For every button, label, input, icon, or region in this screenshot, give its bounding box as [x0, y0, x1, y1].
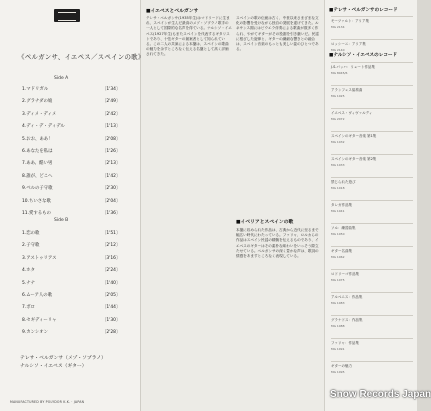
track-row [22, 173, 121, 179]
track-title: 4.ホタ [22, 268, 35, 274]
album-title: 《ペルガンサ、イエペス／スペインの歌》 [18, 53, 145, 61]
watermark-logo [328, 386, 431, 406]
record-title: グラナドス：作品集 [331, 318, 363, 322]
track-row [22, 329, 121, 336]
catalog-number: MG 1041 [331, 209, 345, 213]
track-row [22, 255, 121, 261]
record-title: ロドリーゴ作品集 [331, 272, 359, 276]
track-title: 1.マドリガル [22, 87, 49, 92]
track-title: 3.ディメ・ディメ [22, 111, 57, 117]
catalog-number: MG 1095 [331, 370, 345, 374]
track-duration: 〔2'13〕 [102, 161, 121, 167]
track-title: 2.グラナダの娘 [22, 99, 53, 105]
catalog-number: MG 1033 [331, 163, 345, 167]
catalog-number: MG 1091 [331, 347, 345, 351]
discography-item [331, 131, 413, 148]
track-title: 8.セギディーリャ [22, 317, 57, 323]
track-duration: 〔1'30〕 [102, 317, 121, 323]
track-duration: 〔2'49〕 [102, 99, 121, 105]
catalog-number: MG 1062 [331, 255, 345, 259]
watermark-text: Snow Records Japan [330, 389, 431, 400]
section-title-1: ■イエペスとベルガンサ [146, 9, 199, 14]
track-row [22, 111, 121, 117]
track-row [22, 280, 121, 286]
catalog-number: MG 2134 [331, 25, 345, 29]
manufacturer-line: MANUFACTURED BY POLYDOR K.K. · JAPAN [10, 400, 85, 404]
side-b-header: Side B [54, 218, 69, 223]
record-title: アランフェス協奏曲 [331, 88, 363, 92]
discography-item [331, 338, 413, 355]
track-row [22, 98, 121, 105]
discography-item [331, 154, 413, 171]
record-title: ソル：練習曲集 [331, 226, 356, 230]
track-row [22, 267, 121, 274]
record-title: モーツァルト：アリア集 [331, 19, 370, 23]
catalog-number: MG 1018 [331, 186, 345, 190]
track-row [22, 123, 121, 130]
track-row [22, 230, 121, 236]
catalog-number: MG 8045/6 [331, 71, 348, 75]
track-title: 4.ディ・デ・ディデル [22, 124, 65, 130]
track-title: 11.愛するもの [22, 211, 51, 216]
track-row [22, 160, 121, 167]
artist-yepes: ナルシソ・イエペス（ギター） [20, 364, 87, 369]
track-duration: 〔1'36〕 [102, 211, 121, 216]
record-title: タレガ作品集 [331, 203, 352, 207]
track-row [22, 242, 121, 249]
track-title: 3.アストゥリアス [22, 255, 57, 261]
track-duration: 〔1'13〕 [102, 124, 121, 130]
record-title: J.S.バッハ：リュート作品集 [331, 65, 375, 69]
record-title: 禁じられた遊び [331, 180, 356, 184]
catalog-number: MG 1032 [331, 140, 345, 144]
track-row [22, 198, 121, 204]
catalog-number: MG 2072 [331, 117, 345, 121]
catalog-number: MG 1083 [331, 301, 345, 305]
track-row [22, 210, 121, 216]
track-list-panel [0, 0, 145, 411]
track-title: 5.ナナ [22, 280, 35, 286]
track-duration: 〔1'51〕 [102, 231, 121, 236]
track-title: 6.あなたを私は [22, 149, 53, 154]
record-title: ファリャ：作品集 [331, 341, 359, 345]
track-title: 7.ポロ [22, 305, 35, 311]
discography-item [331, 16, 413, 33]
track-duration: 〔2'12〕 [102, 243, 121, 249]
side-a-header: Side A [54, 76, 69, 81]
catalog-number: MG 2140 [331, 48, 345, 52]
track-duration: 〔2'24〕 [102, 268, 121, 274]
track-row [22, 136, 121, 142]
track-duration: 〔1'26〕 [102, 149, 121, 154]
track-title: 10.ちいさな歌 [22, 198, 51, 204]
track-title: 7.ああ、酷い男 [22, 161, 53, 167]
track-title: 9.カンシオン [22, 330, 49, 336]
notes-column-2: スペインの歌の伝統は古く、中世以来さまざまな文化の影響を受けながら独自の発展を遂げてきた。ルネサンス期にはビウエラ伴奏による歌曲が数多く作られ、やがてギターがその役割を引き継いだ。民謡に根ざした旋律と、ギターの繊細な響きとの融合は、スペイン音楽のもっとも美しい姿のひとつである。 [236, 16, 319, 52]
track-duration: 〔2'42〕 [102, 111, 121, 117]
discography-item [331, 108, 413, 125]
track-duration: 〔2'30〕 [102, 186, 121, 192]
track-duration: 〔2'05〕 [102, 293, 121, 298]
track-row [22, 304, 121, 311]
notes-column-1: テレサ・ベルガンサ(1935年生)はマドリードに生まれ、スペインが生んだ最高のメゾ・ソプラノ歌手の一人として国際的な名声を得ている。ナルシソ・イエペス(1927年生)もまたスペインを代表するギタリストであり、十弦ギターの創案者として知られている。この二人の共演による本盤は、スペインの歌曲の魅力を余すところなく伝える名盤として高く評価されてきた。 [146, 16, 232, 57]
record-title: ギター名曲集 [331, 249, 352, 253]
record-title: スペインのギター音楽 第2集 [331, 157, 377, 161]
discography-panel [324, 0, 417, 411]
track-row [22, 317, 121, 323]
discography-item [331, 269, 413, 286]
track-duration: 〔1'44〕 [102, 305, 121, 311]
track-row [22, 185, 121, 192]
track-title: 6.ムーア人の歌 [22, 293, 53, 298]
record-title: アルベニス：作品集 [331, 295, 363, 299]
record-title: ロッシーニ：アリア集 [331, 42, 366, 46]
notes-column-3: 本盤に収められた作品は、古典から近代に至るまで幅広い時代にわたっている。ファリャ、ロルカらの作品はスペイン民謡の精髄を伝えるものであり、イエペスのギターはその素朴な味わいをいっそう際立たせている。ベルガンサの深く豊かな声は、歌詞の情感をあますところなく表現している。 [236, 228, 319, 259]
discography-berganza-title: ■テレサ・ベルガンサのレコード [329, 8, 398, 13]
discography-item [331, 62, 413, 79]
track-title: 8.誰が、どこへ [22, 173, 53, 179]
track-row [22, 86, 121, 92]
track-row [22, 292, 121, 298]
discography-item [331, 361, 413, 378]
discography-item [331, 315, 413, 332]
artist-berganza: テレサ・ベルガンサ（メゾ・ソプラノ） [20, 356, 106, 361]
discography-item [331, 223, 413, 240]
track-duration: 〔2'08〕 [102, 136, 121, 142]
discography-item [331, 200, 413, 217]
notes-columns [142, 0, 322, 411]
track-title: 9.ベルの子守歌 [22, 186, 53, 192]
track-duration: 〔1'40〕 [102, 280, 121, 286]
track-duration: 〔3'16〕 [102, 255, 121, 261]
artist-credits [20, 355, 106, 371]
dg-logo-icon [54, 9, 80, 22]
catalog-number: MG 1075 [331, 278, 345, 282]
discography-yepes-title: ■ナルシソ・イエペスのレコード [329, 53, 398, 58]
catalog-number: MG 1025 [331, 94, 345, 98]
catalog-number: MG 1088 [331, 324, 345, 328]
track-title: 1.恋の歌 [22, 231, 40, 236]
discography-item [331, 292, 413, 309]
catalog-number: MG 1050 [331, 232, 345, 236]
track-duration: 〔1'42〕 [102, 173, 121, 179]
discography-item [331, 246, 413, 263]
record-title: イエペス・ヴィヴァルディ [331, 111, 373, 115]
track-title: 5.おお、ああ！ [22, 136, 53, 142]
track-row [22, 148, 121, 154]
track-duration: 〔2'28〕 [102, 330, 121, 336]
track-title: 2.子守歌 [22, 243, 40, 249]
section-title-2: ■イベリアとスペインの歌 [236, 220, 294, 225]
track-duration: 〔2'04〕 [102, 198, 121, 204]
record-title: ギターの魅力 [331, 364, 352, 368]
discography-item [331, 177, 413, 194]
track-duration: 〔1'34〕 [102, 87, 121, 92]
record-title: スペインのギター音楽 第1集 [331, 134, 377, 138]
discography-item [331, 85, 413, 102]
